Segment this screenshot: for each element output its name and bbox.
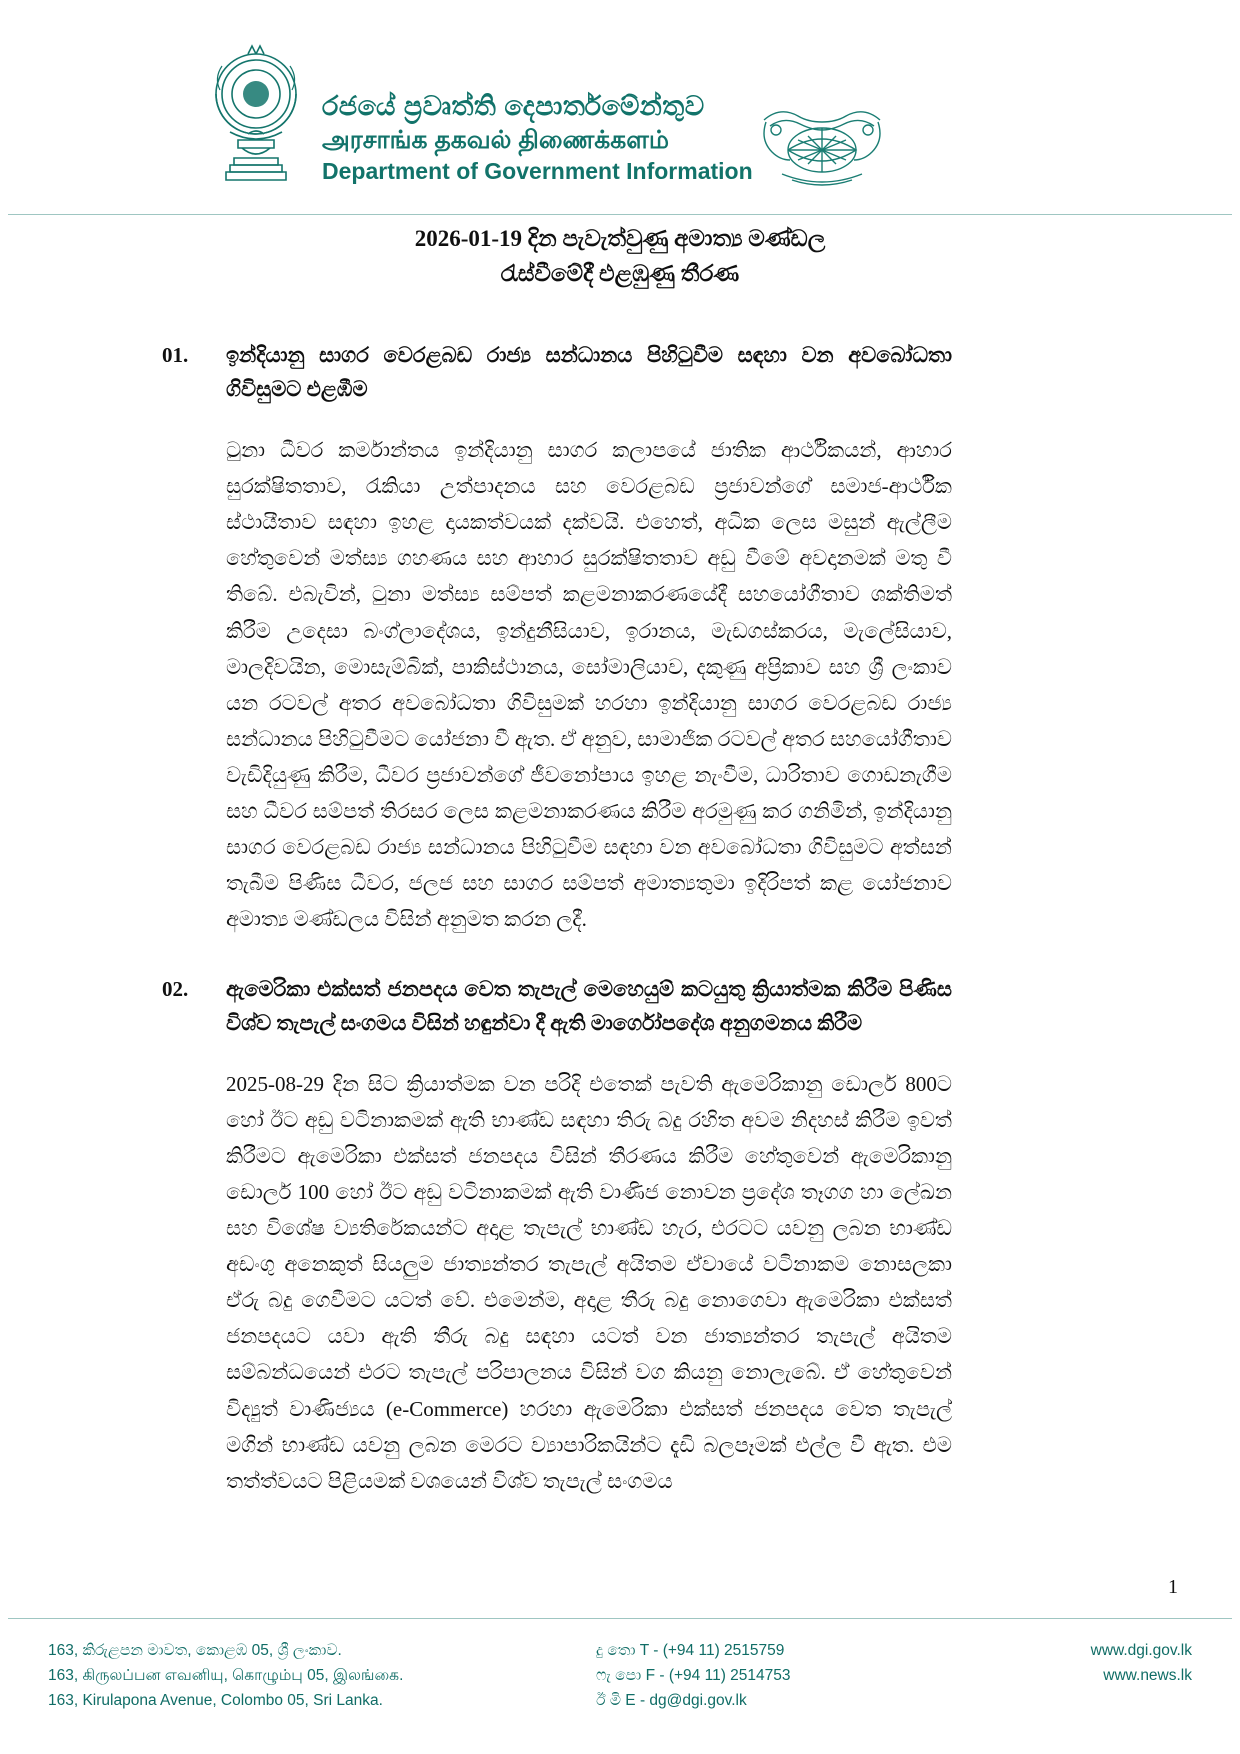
decision-item [162, 338, 952, 938]
footer-phone-row [596, 1638, 791, 1663]
footer-email-row [596, 1688, 791, 1713]
fax-label: ෆැ පො F [596, 1667, 656, 1685]
address-english: 163, Kirulapona Avenue, Colombo 05, Sri Lanka. [48, 1692, 383, 1710]
decision-number: 02. [162, 976, 189, 1001]
header-divider [8, 214, 1232, 215]
footer-address [48, 1638, 403, 1713]
document-header [0, 28, 1240, 188]
decision-heading [162, 972, 952, 1040]
phone-separator: - [653, 1642, 663, 1659]
footer-divider [8, 1618, 1232, 1619]
document-title [0, 222, 1240, 291]
email-value[interactable]: dg@dgi.gov.lk [649, 1692, 747, 1710]
decision-item [162, 972, 952, 1499]
header-titles [322, 90, 753, 187]
fax-separator: - [659, 1667, 669, 1685]
document-body [162, 338, 952, 1533]
ornamental-lion-crest-icon [752, 100, 892, 192]
header-title-tamil: அரசாங்க தகவல் திணைக்களம் [322, 125, 669, 154]
decision-heading [162, 338, 952, 406]
header-title-english: Department of Government Information [322, 158, 753, 185]
header-title-sinhala: රජයේ ප්‍රවෘත්ති දෙපාර්තමේන්තුව [322, 91, 705, 121]
decision-title: ඇමෙරිකා එක්සත් ජනපදය වෙත තැපැල් මෙහෙයුම් කටයුතු ක්‍රියාත්මක කිරීම පිණිස විශ්ව තැපැල් සංගමය විසින් හඳුන්වා දී ඇති මාර්ගෝපදේශ අනුගමනය කිරීම [226, 976, 952, 1035]
footer-contacts [596, 1638, 791, 1713]
decision-paragraph: ටුනා ධීවර කර්මාන්තය ඉන්දියානු සාගර කලාපයේ ජාතික ආර්ථිකයන්, ආහාර සුරක්ෂිතතාව, රැකියා උත්පාදනය සහ වෙරළබඩ ප්‍රජාවන්ගේ සමාජ-ආර්ථික ස්ථායීතාව සඳහා ඉහළ දායකත්වයක් දක්වයි. එහෙත්, අධික ලෙස මසුන් ඇල්ලීම හේතුවෙන් මත්ස්‍ය ගහණය සහ ආහාර සුරක්ෂිතතාව අඩු වීමේ අවදානමක් මතු වී තිබේ. එබැවින්, ටුනා මත්ස්‍ය සම්පත් කළමනාකරණයේදී සහයෝගීතාව ශක්තිමත් කිරීම උදෙසා බංග්ලාදේශය, ඉන්දුනීසියාව, ඉරානය, මැඩගස්කරය, මැලේසියාව, මාලදිවයින, මොසැම්බික්, පාකිස්ථානය, සෝමාලියාව, දකුණු අප්‍රිකාව සහ ශ්‍රී ලංකාව යන රටවල් අතර අවබෝධතා ගිවිසුමක් හරහා ඉන්දියානු සාගර වෙරළබඩ රාජ්‍ය සන්ධානය පිහිටුවීමට යෝජනා වී ඇත. ඒ අනුව, සාමාජික රටවල් අතර සහයෝගීතාව වැඩිදියුණු කිරීම, ධීවර ප්‍රජාවන්ගේ ජීවනෝපාය ඉහළ නැංවීම, ධාරිතාව ගොඩනැගීම සහ ධීවර සම්පත් තිරසර ලෙස කළමනාකරණය කිරීම අරමුණු කර ගනිමින්, ඉන්දියානු සාගර වෙරළබඩ රාජ්‍ය සන්ධානය පිහිටුවීම සඳහා වන අවබෝධතා ගිවිසුමට අත්සන් තැබීම පිණිස ධීවර, ජලජ සහ සාගර සම්පත් අමාත්‍යතුමා ඉදිරිපත් කළ යෝජනාව අමාත්‍ය මණ්ඩලය විසින් අනුමත කරන ලදී. [226, 438, 952, 932]
phone-label: දු තො T [596, 1642, 649, 1659]
decision-number: 01. [162, 343, 189, 367]
email-separator: - [639, 1692, 650, 1710]
decision-title: ඉන්දියානු සාගර වෙරළබඩ රාජ්‍ය සන්ධානය පිහිටුවීම සඳහා වන අවබෝධතා ගිවිසුමට එළඹීම [226, 343, 952, 402]
email-label: ඊ මි E [596, 1692, 636, 1710]
decision-paragraph: 2025-08-29 දින සිට ක්‍රියාත්මක වන පරිදි එතෙක් පැවති ඇමෙරිකානු ඩොලර් 800ට හෝ ඊට අඩු වටිනාකමක් ඇති භාණ්ඩ සඳහා තිරු බදු රහිත අවම නිදහස් කිරීම ඉවත් කිරීමට ඇමෙරිකා එක්සත් ජනපදය විසින් තීරණය කිරීම හේතුවෙන් ඇමෙරිකානු ඩොලර් 100 හෝ ඊට අඩු වටිනාකමක් ඇති වාණිජ නොවන ප්‍රදේශ තෑගග හා ලේඛන සහ විශේෂ ව්‍යතිරේකයන්ට අදාළ තැපැල් භාණ්ඩ හැර, එරටට යවනු ලබන භාණ්ඩ අඩංගු අනෙකුත් සියලුම ජාත්‍යන්තර තැපැල් අයිතම ඒවායේ වටිනාකම නොසලකා ඒරු බදු ගෙවීමට යටත් වේ. එමෙන්ම, අදාළ තීරු බදු නොගෙවා ඇමෙරිකා එක්සත් ජනපදයට යවා ඇති තීරු බදු සඳහා යටත් වන ජාත්‍යන්තර තැපැල් අයිතම සම්බන්ධයෙන් එරට තැපැල් පරිපාලනය විසින් වග කියනු නොලැබේ. ඒ හේතුවෙන් විද්‍යුත් වාණිජ්‍යය (e-Commerce) හරහා ඇමෙරිකා එක්සත් ජනපදය වෙත තැපැල් මගින් භාණ්ඩ යවනු ලබන මෙරට ව්‍යාපාරිකයින්ට දැඩි බලපෑමක් එල්ල වී ඇත. එම තත්ත්වයට පිළියමක් වශයෙන් විශ්ව තැපැල් සංගමය [226, 1071, 952, 1493]
address-sinhala: 163, කිරුළපන මාවත, කොළඹ 05, ශ්‍රී ලංකාව. [48, 1642, 342, 1659]
sri-lanka-national-emblem-icon [196, 36, 316, 186]
title-line-2: රැස්වීමේදී එළඹුණු තීරණ [500, 260, 740, 286]
website-dgi-link[interactable]: www.dgi.gov.lk [1090, 1642, 1192, 1659]
document-footer [0, 1632, 1240, 1742]
phone-value: (+94 11) 2515759 [662, 1642, 785, 1659]
footer-fax-row [596, 1663, 791, 1688]
title-line-1: 2026-01-19 දින පැවැත්වුණු අමාත්‍ය මණ්ඩල [414, 226, 826, 251]
footer-websites [1091, 1638, 1192, 1688]
address-tamil: 163, கிருலப்பன எவனியு, கொழும்பு 05, இலங்கை. [48, 1667, 404, 1685]
website-news-link[interactable]: www.news.lk [1103, 1667, 1192, 1685]
page-number: 1 [1168, 1576, 1178, 1598]
fax-value: (+94 11) 2514753 [668, 1667, 791, 1685]
